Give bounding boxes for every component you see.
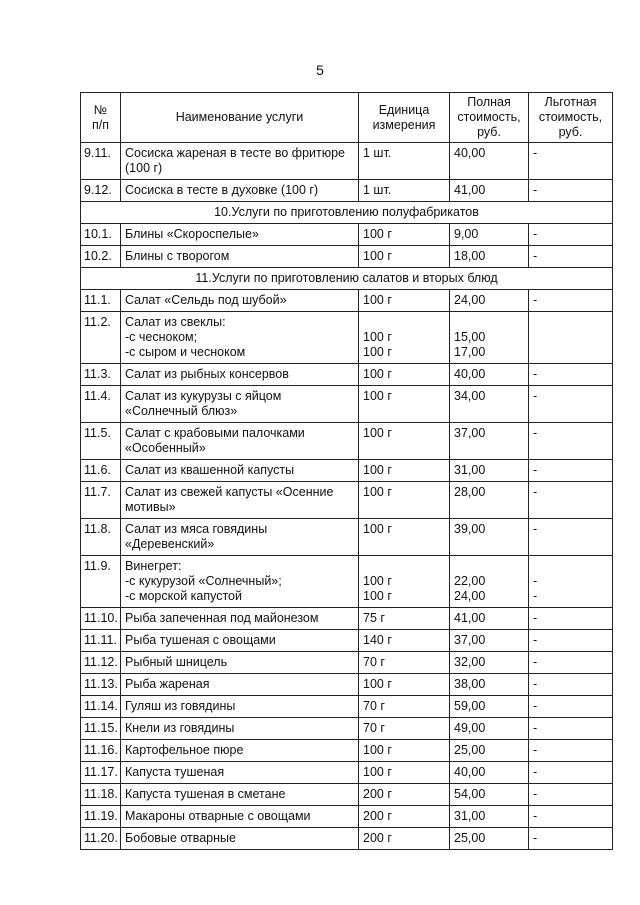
item-unit: 70 г bbox=[359, 718, 450, 740]
item-number: 9.12. bbox=[81, 180, 121, 202]
table-row bbox=[81, 652, 613, 674]
item-name: Бобовые отварные bbox=[121, 828, 359, 850]
item-price: 25,00 bbox=[450, 740, 529, 762]
item-discount: - bbox=[529, 224, 613, 246]
item-number: 11.15. bbox=[81, 718, 121, 740]
table-row bbox=[81, 828, 613, 850]
item-price: 59,00 bbox=[450, 696, 529, 718]
section-title: 10.Услуги по приготовлению полуфабрикатов bbox=[81, 202, 613, 224]
table-row bbox=[81, 740, 613, 762]
item-unit: 200 г bbox=[359, 784, 450, 806]
item-unit: 70 г bbox=[359, 652, 450, 674]
item-number: 11.19. bbox=[81, 806, 121, 828]
item-price: 40,00 bbox=[450, 364, 529, 386]
item-discount: - - bbox=[529, 556, 613, 608]
section-row bbox=[81, 268, 613, 290]
item-name: Кнели из говядины bbox=[121, 718, 359, 740]
item-discount: - bbox=[529, 652, 613, 674]
item-price: 38,00 bbox=[450, 674, 529, 696]
item-name: Салат с крабовыми палочками «Особенный» bbox=[121, 423, 359, 460]
item-name: Картофельное пюре bbox=[121, 740, 359, 762]
item-price: 32,00 bbox=[450, 652, 529, 674]
item-price: 54,00 bbox=[450, 784, 529, 806]
section-title: 11.Услуги по приготовлению салатов и вторых блюд bbox=[81, 268, 613, 290]
item-discount: - bbox=[529, 143, 613, 180]
item-unit: 100 г bbox=[359, 423, 450, 460]
item-name: Капуста тушеная bbox=[121, 762, 359, 784]
item-unit: 200 г bbox=[359, 806, 450, 828]
item-price: 34,00 bbox=[450, 386, 529, 423]
item-unit: 100 г bbox=[359, 290, 450, 312]
item-discount: - bbox=[529, 482, 613, 519]
item-discount: - bbox=[529, 423, 613, 460]
item-number: 11.9. bbox=[81, 556, 121, 608]
item-price: 28,00 bbox=[450, 482, 529, 519]
item-price: 22,00 24,00 bbox=[450, 556, 529, 608]
table-row bbox=[81, 674, 613, 696]
item-price: 40,00 bbox=[450, 143, 529, 180]
table-row bbox=[81, 556, 613, 608]
table-row bbox=[81, 460, 613, 482]
item-unit: 100 г bbox=[359, 740, 450, 762]
item-number: 11.13. bbox=[81, 674, 121, 696]
table-header-row bbox=[81, 93, 613, 143]
item-unit: 100 г bbox=[359, 224, 450, 246]
table-row bbox=[81, 290, 613, 312]
item-price: 49,00 bbox=[450, 718, 529, 740]
table-row bbox=[81, 630, 613, 652]
table-row bbox=[81, 784, 613, 806]
item-name: Салат из кукурузы с яйцом «Солнечный блюз» bbox=[121, 386, 359, 423]
item-unit: 200 г bbox=[359, 828, 450, 850]
item-number: 10.1. bbox=[81, 224, 121, 246]
item-price: 31,00 bbox=[450, 460, 529, 482]
table-row bbox=[81, 806, 613, 828]
table-row bbox=[81, 246, 613, 268]
item-number: 11.3. bbox=[81, 364, 121, 386]
item-discount: - bbox=[529, 740, 613, 762]
item-number: 11.14. bbox=[81, 696, 121, 718]
item-number: 11.11. bbox=[81, 630, 121, 652]
item-unit: 70 г bbox=[359, 696, 450, 718]
item-price: 24,00 bbox=[450, 290, 529, 312]
table-row bbox=[81, 312, 613, 364]
item-number: 9.11. bbox=[81, 143, 121, 180]
item-name: Гуляш из говядины bbox=[121, 696, 359, 718]
item-number: 11.6. bbox=[81, 460, 121, 482]
item-price: 39,00 bbox=[450, 519, 529, 556]
item-discount: - bbox=[529, 806, 613, 828]
item-number: 11.12. bbox=[81, 652, 121, 674]
item-name: Рыбный шницель bbox=[121, 652, 359, 674]
item-discount: - bbox=[529, 696, 613, 718]
item-name: Макароны отварные с овощами bbox=[121, 806, 359, 828]
item-discount: - bbox=[529, 784, 613, 806]
item-number: 11.4. bbox=[81, 386, 121, 423]
price-table bbox=[80, 92, 613, 850]
table-row bbox=[81, 696, 613, 718]
item-unit: 1 шт. bbox=[359, 180, 450, 202]
page-number: 5 bbox=[316, 62, 324, 78]
table-row bbox=[81, 718, 613, 740]
item-number: 11.1. bbox=[81, 290, 121, 312]
item-unit: 100 г bbox=[359, 460, 450, 482]
item-price: 41,00 bbox=[450, 608, 529, 630]
table-row bbox=[81, 762, 613, 784]
item-discount: - bbox=[529, 364, 613, 386]
table-row bbox=[81, 423, 613, 460]
item-price: 18,00 bbox=[450, 246, 529, 268]
item-unit: 140 г bbox=[359, 630, 450, 652]
item-name: Салат из свежей капусты «Осенние мотивы» bbox=[121, 482, 359, 519]
item-price: 41,00 bbox=[450, 180, 529, 202]
item-number: 11.5. bbox=[81, 423, 121, 460]
item-name: Сосиска жареная в тесте во фритюре (100 г) bbox=[121, 143, 359, 180]
item-discount: - bbox=[529, 718, 613, 740]
item-number: 11.18. bbox=[81, 784, 121, 806]
item-price: 37,00 bbox=[450, 423, 529, 460]
item-unit: 100 г bbox=[359, 246, 450, 268]
item-number: 11.2. bbox=[81, 312, 121, 364]
item-price: 9,00 bbox=[450, 224, 529, 246]
item-name: Винегрет: -с кукурузой «Солнечный»; -с морской капустой bbox=[121, 556, 359, 608]
table-row bbox=[81, 608, 613, 630]
table-body bbox=[81, 143, 613, 850]
item-number: 11.8. bbox=[81, 519, 121, 556]
item-unit: 100 г 100 г bbox=[359, 556, 450, 608]
table-row bbox=[81, 364, 613, 386]
item-discount: - bbox=[529, 762, 613, 784]
item-unit: 100 г bbox=[359, 364, 450, 386]
item-discount: - bbox=[529, 460, 613, 482]
item-number: 10.2. bbox=[81, 246, 121, 268]
item-price: 40,00 bbox=[450, 762, 529, 784]
header-name: Наименование услуги bbox=[121, 93, 359, 143]
item-number: 11.17. bbox=[81, 762, 121, 784]
item-name: Блины с творогом bbox=[121, 246, 359, 268]
item-unit: 100 г bbox=[359, 674, 450, 696]
item-discount: - bbox=[529, 180, 613, 202]
table-row bbox=[81, 386, 613, 423]
item-discount: - bbox=[529, 246, 613, 268]
item-number: 11.10. bbox=[81, 608, 121, 630]
item-price: 37,00 bbox=[450, 630, 529, 652]
item-name: Салат из мяса говядины «Деревенский» bbox=[121, 519, 359, 556]
item-name: Салат «Сельдь под шубой» bbox=[121, 290, 359, 312]
table-row bbox=[81, 482, 613, 519]
table-row bbox=[81, 180, 613, 202]
item-number: 11.20. bbox=[81, 828, 121, 850]
table-row bbox=[81, 519, 613, 556]
item-name: Рыба жареная bbox=[121, 674, 359, 696]
item-unit: 1 шт. bbox=[359, 143, 450, 180]
item-price: 25,00 bbox=[450, 828, 529, 850]
item-number: 11.7. bbox=[81, 482, 121, 519]
item-unit: 100 г bbox=[359, 762, 450, 784]
header-num: № п/п bbox=[81, 93, 121, 143]
item-name: Капуста тушеная в сметане bbox=[121, 784, 359, 806]
table-row bbox=[81, 224, 613, 246]
item-name: Блины «Скороспелые» bbox=[121, 224, 359, 246]
item-discount bbox=[529, 312, 613, 364]
item-name: Сосиска в тесте в духовке (100 г) bbox=[121, 180, 359, 202]
item-unit: 100 г 100 г bbox=[359, 312, 450, 364]
table-row bbox=[81, 143, 613, 180]
item-name: Салат из свеклы: -с чесноком; -с сыром и чесноком bbox=[121, 312, 359, 364]
item-unit: 100 г bbox=[359, 386, 450, 423]
item-discount: - bbox=[529, 290, 613, 312]
item-discount: - bbox=[529, 630, 613, 652]
item-discount: - bbox=[529, 608, 613, 630]
header-unit: Единица измерения bbox=[359, 93, 450, 143]
header-price: Полная стоимость, руб. bbox=[450, 93, 529, 143]
item-name: Рыба запеченная под майонезом bbox=[121, 608, 359, 630]
item-name: Рыба тушеная с овощами bbox=[121, 630, 359, 652]
item-price: 15,00 17,00 bbox=[450, 312, 529, 364]
section-row bbox=[81, 202, 613, 224]
item-number: 11.16. bbox=[81, 740, 121, 762]
item-discount: - bbox=[529, 674, 613, 696]
item-discount: - bbox=[529, 386, 613, 423]
header-discount: Льготная стоимость, руб. bbox=[529, 93, 613, 143]
item-unit: 100 г bbox=[359, 482, 450, 519]
item-unit: 75 г bbox=[359, 608, 450, 630]
item-discount: - bbox=[529, 519, 613, 556]
item-price: 31,00 bbox=[450, 806, 529, 828]
item-unit: 100 г bbox=[359, 519, 450, 556]
item-name: Салат из квашенной капусты bbox=[121, 460, 359, 482]
item-discount: - bbox=[529, 828, 613, 850]
item-name: Салат из рыбных консервов bbox=[121, 364, 359, 386]
